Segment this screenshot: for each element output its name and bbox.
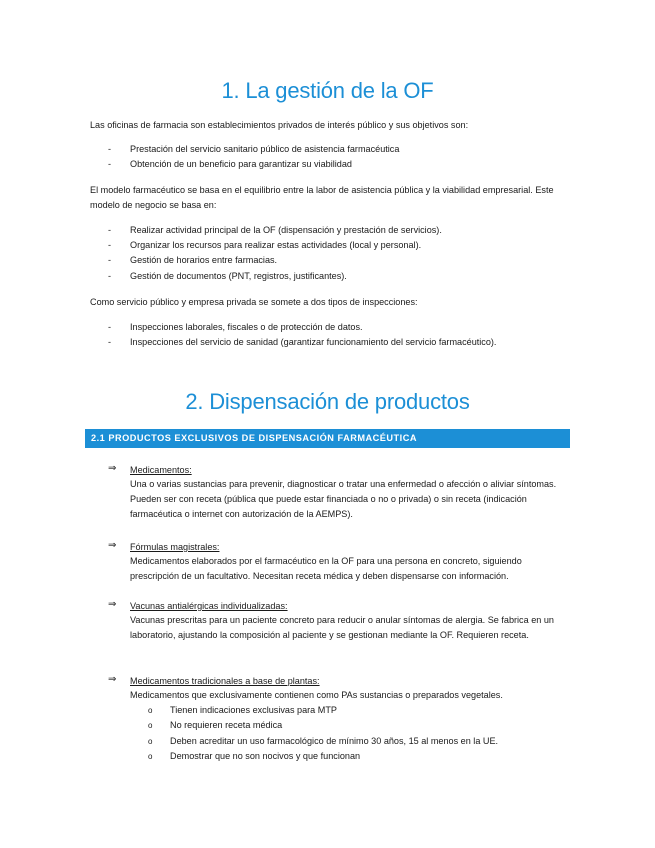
list-item: o Tienen indicaciones exclusivas para MTP	[148, 703, 570, 718]
section-1-title: 1. La gestión de la OF	[221, 78, 434, 103]
arrow-icon: ⇒	[108, 674, 117, 685]
list-item: - Obtención de un beneficio para garantizar su viabilidad	[108, 157, 568, 172]
entry-heading: Medicamentos tradicionales a base de plantas:	[130, 676, 320, 686]
dash-bullet: -	[108, 270, 112, 281]
subsection-banner: 2.1 PRODUCTOS EXCLUSIVOS DE DISPENSACIÓN FARMACÉUTICA	[85, 429, 570, 448]
list-item: - Inspecciones del servicio de sanidad (garantizar funcionamiento del servicio farmacéutico).	[108, 335, 568, 350]
section-2-title: 2. Dispensación de productos	[185, 389, 470, 414]
list-item: - Organizar los recursos para realizar estas actividades (local y personal).	[108, 238, 568, 253]
dash-bullet: -	[108, 255, 112, 266]
inspections-paragraph: Como servicio público y empresa privada se somete a dos tipos de inspecciones:	[90, 297, 418, 307]
inspections-list	[108, 320, 568, 350]
circle-bullet: o	[148, 751, 153, 761]
dash-bullet: -	[108, 159, 112, 170]
entry-heading: Medicamentos:	[130, 465, 192, 475]
plantas-sublist	[108, 703, 570, 764]
circle-bullet: o	[148, 736, 153, 746]
list-item: - Gestión de documentos (PNT, registros, justificantes).	[108, 269, 568, 284]
list-item: o Deben acreditar un uso farmacológico de mínimo 30 años, 15 al menos en la UE.	[148, 734, 570, 749]
list-item: o No requieren receta médica	[148, 718, 570, 733]
dash-bullet: -	[108, 240, 112, 251]
arrow-icon: ⇒	[108, 463, 117, 474]
entry-body: Vacunas prescritas para un paciente concreto para reducir o anular síntomas de alergia. Se fabrica en un laboratorio, ajustando la composición al paciente y se gestionan mediante la OF. Requieren receta.	[130, 615, 554, 641]
entry-heading: Fórmulas magistrales:	[130, 542, 220, 552]
list-item: o Demostrar que no son nocivos y que funcionan	[148, 749, 570, 764]
entry-medicamentos	[108, 463, 570, 523]
list-item: - Gestión de horarios entre farmacias.	[108, 253, 568, 268]
objectives-list	[108, 142, 568, 172]
dash-bullet: -	[108, 337, 112, 348]
entry-formulas-magistrales	[108, 540, 570, 584]
entry-vacunas	[108, 599, 570, 643]
list-item: - Inspecciones laborales, fiscales o de protección de datos.	[108, 320, 568, 335]
entry-heading: Vacunas antialérgicas individualizadas:	[130, 601, 288, 611]
circle-bullet: o	[148, 706, 153, 716]
section-1-intro: Las oficinas de farmacia son establecimientos privados de interés público y sus objetivos son:	[90, 120, 469, 130]
dash-bullet: -	[108, 225, 112, 235]
list-item: - Prestación del servicio sanitario público de asistencia farmacéutica	[108, 142, 568, 157]
model-paragraph: El modelo farmacéutico se basa en el equilibrio entre la labor de asistencia pública y la viabilidad empresarial. Este modelo de negocio se basa en:	[90, 185, 554, 210]
arrow-icon: ⇒	[108, 599, 117, 610]
dash-bullet: -	[108, 322, 112, 332]
model-list	[108, 223, 568, 284]
list-item: - Realizar actividad principal de la OF (dispensación y prestación de servicios).	[108, 223, 568, 238]
entry-body: Una o varias sustancias para prevenir, diagnosticar o tratar una enfermedad o afección o aliviar síntomas. Pueden ser con receta (pública que puede estar financiada o no o privada) o sin receta (indicación farmacéutica o internet con autorización de la AEMPS).	[130, 479, 557, 520]
arrow-icon: ⇒	[108, 540, 117, 551]
dash-bullet: -	[108, 144, 112, 154]
entry-plantas	[108, 674, 570, 764]
circle-bullet: o	[148, 721, 153, 731]
entry-body: Medicamentos elaborados por el farmacéutico en la OF para una persona en concreto, siguiendo prescripción de un facultativo. Necesitan receta médica y deben dispensarse con información.	[130, 556, 522, 582]
entry-body: Medicamentos que exclusivamente contienen como PAs sustancias o preparados vegetales.	[130, 690, 503, 700]
